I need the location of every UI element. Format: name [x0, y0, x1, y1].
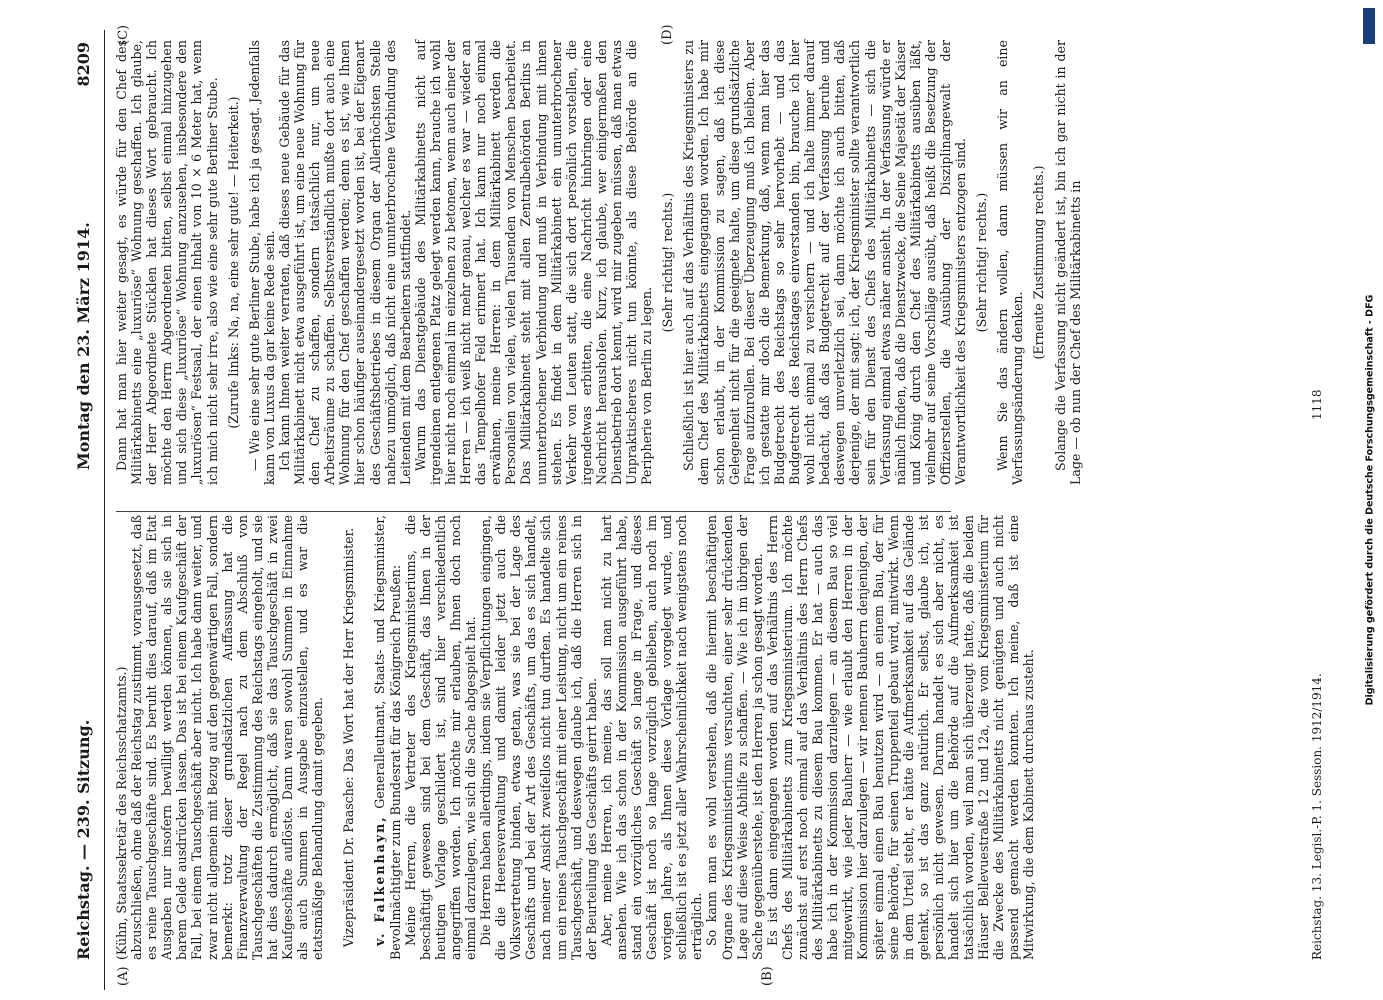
speaker-title: Generalleutnant, Staats- und Kriegsminister, Bevollmächtigter zum Bundesrat für das Königreich Preußen: [372, 514, 403, 960]
interjection: (Erneute Zustimmung rechts.) [1031, 165, 1047, 360]
footer-signature-number: 1118 [1310, 389, 1324, 420]
scanned-page [60, 24, 1350, 990]
header-left: Reichstag. — 239. Sitzung. [74, 719, 93, 960]
page-header [60, 30, 105, 990]
dfg-logo [1363, 8, 1375, 44]
speaker-intro [372, 515, 402, 960]
column-left [114, 515, 1037, 960]
column-divider [116, 511, 951, 512]
paragraph: Die Herren haben allerdings, indem sie Verpflichtungen eingingen, die die Heeresverwaltung und damit leider jetzt auch die Volksvertretung binden, etwas getan, was sie bei der Lage des Geschäfts und bei der Art des Geschäfts, um das es sich handelt, nach meiner Ansicht zweifellos nicht tun durften. Es handelte sich um ein reines Tauschgeschäft mit einer Leistung, nicht um ein reines Tauschgeschäft, und deswegen glaube ich, daß die Herren sich in der Beurteilung des Geschäfts geirrt haben. [478, 515, 599, 960]
speaker-prefix: (Kühn, Staatssekretär des Reichsschatzamts.) [114, 666, 129, 960]
president-remark: Vizepräsident Dr. Paasche: Das Wort hat der Herr Kriegsminister. [341, 527, 357, 948]
interjection: (Zurufe links: Na, na, eine sehr gute! — Heiterkeit.) [225, 96, 241, 429]
margin-mark-b: (B) [760, 966, 775, 986]
paragraph: — Wie eine sehr gute Berliner Stube, habe ich ja gesagt. Jedenfalls kann von Luxus da gar keine Rede sein. [246, 40, 277, 485]
speaker-name: v. Falkenhayn, [372, 815, 388, 946]
header-date: Montag den 23. März 1914. [74, 222, 93, 470]
column-right [114, 40, 1083, 485]
digitization-credit [1365, 295, 1376, 706]
paragraph: Dann hat man hier weiter gesagt, es würde für den Chef des Militärkabinetts eine „luxuriöse“ Wohnung geschaffen. Ich glaube, der Herr Abgeordnete Stücklen hat dieses Wort gebraucht. Ich möchte den Herrn Abgeordneten bitten, selbst einmal hinzugehen und sich diese „luxuriöse“ Wohnung anzusehen, insbesondere den „luxuriösen“ Festsaal, der einen Inhalt von 10 × 6 Meter hat, wenn ich mich nicht sehr irre, also wie eine sehr gute Berliner Stube. [114, 40, 220, 485]
paragraph: Es ist dann eingegangen worden auf das Verhältnis des Herrn Chefs des Militärkabinetts zum Kriegsministerium. Ich möchte zunächst auf erst noch einmal auf das Verhältnis des Herrn Chefs des Militärkabinetts zu diesem Bau kommen. Er hat — auch das habe ich in der Kommission darzulegen — an diesem Bau so viel mitgewirkt, wie jeder Bauherr — wie erlaubt den Herren in der Kommission hier darzulegen — wir nennen Bauherrn denjenigen, der später einmal einen Bau benutzen wird — an einem Bau, der für seine Behörde, für seinen Truppenteil gebaut wird, mitwirkt. Wenn in dem Urteil steht, er hätte die Aufmerksamkeit auf das Gelände gelenkt, so ist das ganz natürlich. Er selbst, glaube ich, ist persönlich nicht gewesen. Darum handelt es sich aber nicht, es handelt sich hier um die Behörde auf die Aufmerksamkeit ist tatsächlich worden, weil man sich überzeugt hatte, daß die beiden Häuser Bellevuestraße 12 und 12a, die vom Kriegsministerium für die Zwecke des Militärkabinetts nicht genügten und auch nicht passend gemacht werden konnten. Ich meine, daß ist eine Mitwirkung, die dem Kabinett durchaus zusteht. [764, 515, 1037, 960]
interjection: (Sehr richtig! rechts.) [660, 192, 676, 333]
paragraph: Meine Herren, die Vertreter des Kriegsministeriums, die beschäftigt gewesen sind bei dem Geschäft, das Ihnen in der heutigen Vorlage geschildert ist, sind hier verschiedentlich angegriffen worden. Ich möchte mir erlauben, Ihnen doch noch einmal darzulegen, wie sich die Sache abgespielt hat. [402, 515, 478, 960]
margin-mark-a: (A) [116, 966, 131, 986]
paragraph: abzuschließen, ohne daß der Reichstag zustimmt, vorausgesetzt, daß es reine Tauschgeschäfte sind. Es beruht dies darauf, daß im Etat Ausgaben nur insofern bewilligt werden können, als sie sich in barem Gelde ausdrücken lassen. Das ist bei einem Kaufgeschäft der Fall, bei einem Tauschgeschäft aber nicht. Ich habe dann weiter, und zwar nicht allgemein mit Bezug auf den gegenwärtigen Fall, sondern bemerkt: trotz dieser grundsätzlichen Auffassung hat die Finanzverwaltung der Regel nach zu dem Abschluß von Tauschgeschäften die Zustimmung des Reichstags eingeholt, und sie hat dies dadurch ermöglicht, daß sie das Tauschgeschäft in zwei Kaufgeschäfte auflöste. Dann waren sowohl Summen in Einnahme als auch Summen in Ausgabe einzustellen, und es war die etatsmäßige Behandlung damit gegeben. [129, 515, 326, 960]
interjection: (Sehr richtig! rechts.) [974, 192, 990, 333]
paragraph: Schließlich ist hier auch auf das Verhältnis des Kriegsministers zu dem Chef des Militärkabinetts eingegangen worden. Ich habe mir schon erlaubt, in der Kommission zu sagen, daß ich diese Gelegenheit nicht für die geeignete halte, um diese grundsätzliche Frage aufzurollen. Bei dieser Überzeugung muß ich bleiben. Aber ich gestatte mir doch die Bemerkung, daß, wenn man hier das Budgetrecht des Reichstags so sehr hervorhebt — und das Budgetrecht des Reichstages einverstanden bin, brauche ich hier wohl nicht einmal zu versichern — und ich halte immer darauf bedacht, daß das Budgetrecht auf der Verfassung beruhe und deswegen unverletzlich sei, dann möchte ich auch bitten, daß derjenige, der mit sagt: ich, der Kriegsminister sollte verantwortlich sein für den Dienst des Chefs des Militärkabinetts — sich die Verfassung einmal etwas näher ansieht. In der Verfassung würde er nämlich finden, daß die Dienstzwecke, die Seine Majestät der Kaiser und König durch den Chef des Militärkabinetts ausüben läßt, vielmehr auf seine Vorschläge ausübt, daß heißt die Besetzung der Offizierstellen, die Ausübung der Disziplinargewalt der Verantwortlichkeit des Kriegsministers entzogen sind. [681, 40, 969, 485]
page-number: 8209 [74, 42, 93, 87]
paragraph: Warum das Dienstgebäude des Militärkabinetts nicht auf irgendeinen entlegenen Platz gelegt werden kann, brauche ich wohl hier nicht noch einmal im einzelnen zu betonen, wenn auch einer der Herren — ich weiß nicht mehr genau, welcher es war — wieder an das Tempelhofer Feld erinnert hat. Ich kann nur noch einmal erwähnen, meine Herren: in dem Militärkabinett werden die Personalien von vielen, vielen Tausenden von Menschen bearbeitet. Das Militärkabinett steht mit allen Zentralbehörden Berlins in ununterbrochener Verbindung und muß in Verbindung mit ihnen stehen. Es findet in dem Militärkabinett ein ununterbrochener Verkehr von Leuten statt, die sich dort persönlich vorstellen, die irgendetwas erbitten, die eine Nachricht hinbringen oder eine Nachricht heraushoIen. Kurz, ich glaube, wer einigermaßen den Dienstbetrieb dort kennt, wird mir zugeben müssen, daß man etwas Unpraktischeres nicht tun könnte, als diese Behörde an die Peripherie von Berlin zu legen. [412, 40, 655, 485]
paragraph: Wenn Sie das ändern wollen, dann müssen wir an eine Verfassungsänderung denken. [995, 40, 1026, 485]
paragraph: Ich kann Ihnen weiter verraten, daß dieses neue Gebäude für das Militärkabinett nicht etwa ausgeführt ist, um eine neue Wohnung für den Chef zu schaffen, sondern tatsächlich nur, um neue Arbeitsräume zu schaffen. Selbstverständlich mußte dort auch eine Wohnung für den Chef geschaffen werden; denn es ist, wie Ihnen hier schon häufiger auseinandergesetzt worden ist, bei der Eigenart des Geschäftsbetriebes in diesem Organ der Allerhöchsten Stelle nahezu unmöglich, daß nicht eine ununterbrochene Verbindung des Leitenden mit dem Bearbeitern stattfindet. [276, 40, 413, 485]
paragraph: So kann man es wohl verstehen, daß die hiermit beschäftigten Organe des Kriegsministeriums versuchten, einer sehr drückenden Lage auf diese Weise Abhilfe zu schaffen. — Wie ich im übrigen der Sache gegenüberstehe, ist den Herren ja schon gesagt worden. [704, 515, 765, 960]
credit-text: Digitalisierung gefördert durch die Deutsche Forschungsgemeinschaft - [1364, 320, 1376, 706]
paragraph: Aber, meine Herren, ich meine, das soll man nicht zu hart ansehen. Wie ich das schon in der Kommission ausgeführt habe, stand ein vorzügliches Geschäft so lange in Frage, und dieses Geschäft ist noch so lange vorzüglich geblieben, auch noch im vorigen Jahre, als Ihnen diese Vorlage vorgelegt wurde, und schließlich ist es jetzt aller Wahrscheinlichkeit nach wenigstens noch erträglich. [598, 515, 705, 960]
margin-mark-d: (D) [660, 24, 675, 45]
margin-mark-c: (C) [116, 24, 131, 45]
credit-logo-text: DFG [1364, 294, 1376, 317]
paragraph: Solange die Verfassung nicht geändert ist, bin ich gar nicht in der Lage — ob nun der Chef des Militärkabinetts in [1052, 40, 1083, 485]
footer-session: Reichstag. 13. Legisl.-P. 1. Session. 1912/1914. [1310, 673, 1324, 960]
